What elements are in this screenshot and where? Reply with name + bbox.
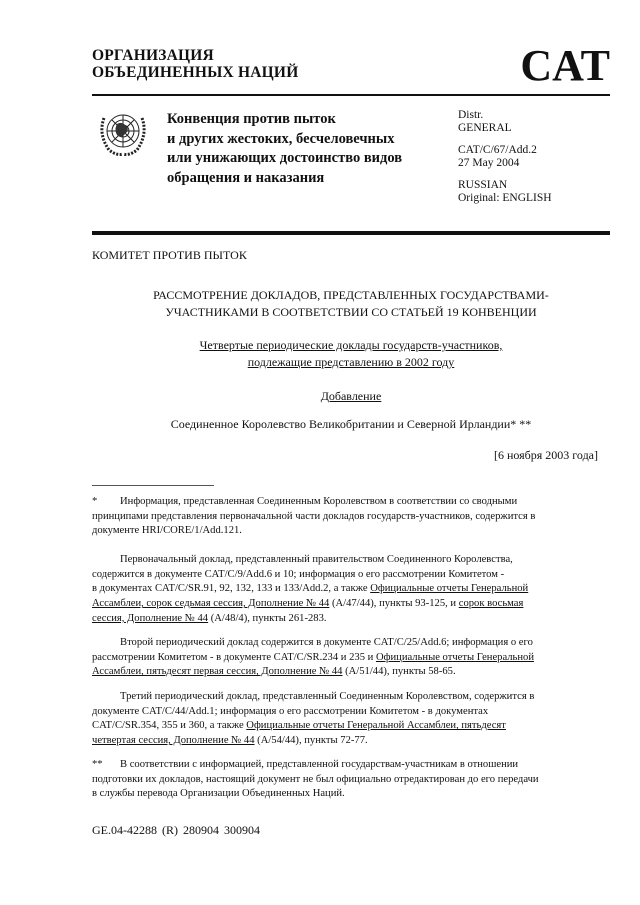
footnote-line <box>92 690 612 705</box>
distribution-value: GENERAL <box>458 122 512 134</box>
footnote-text: CAT/C/SR.354, 355 и 360, а также <box>92 720 247 732</box>
footnote-line <box>92 705 612 720</box>
footnote-line <box>92 636 612 651</box>
footnote-line <box>92 568 612 583</box>
footnote-text: рассмотрении Комитетом - в документе CAT/C/SR.234 и 235 и <box>92 651 376 663</box>
footnote-line <box>92 495 612 510</box>
footnote-line <box>92 651 612 666</box>
distribution-label: Distr. <box>458 109 484 121</box>
un-emblem-icon <box>95 104 151 160</box>
footnote-text: (A/47/44), пункты 93-125, и <box>329 598 459 610</box>
footnote-text: Информация, представленная Соединенным Королевством в соответствии со сводными <box>120 496 518 507</box>
footnote-text: (A/51/44), пункты 58-65. <box>342 666 456 678</box>
footnote-text: принципами представления первоначальной части докладов государств-участников, содержится в <box>92 510 536 522</box>
footnote-line <box>92 787 612 802</box>
footnote-text: подготовки их докладов, настоящий документ не был официально отредактирован до его передачи <box>92 773 539 785</box>
footnote-text: в службы перевода Организации Объединенных Наций. <box>92 788 345 800</box>
org-line-2: ОБЪЕДИНЕННЫХ НАЦИЙ <box>92 64 299 81</box>
document-symbol: CAT/C/67/Add.2 <box>458 144 537 156</box>
footnote-line <box>92 719 612 734</box>
document-reference: сессия, Дополнение № 44 <box>92 612 209 624</box>
committee-name: КОМИТЕТ ПРОТИВ ПЫТОК <box>92 248 247 262</box>
convention-line: или унижающих достоинство видов <box>167 150 403 166</box>
document-reference: сорок восьмая <box>458 598 524 610</box>
job-number: GE.04-42288 (R) 280904 300904 <box>92 823 260 837</box>
footnote-line <box>92 510 612 525</box>
footnote-line <box>92 773 612 788</box>
organization-name <box>92 47 298 81</box>
org-line-1: ОРГАНИЗАЦИЯ <box>92 47 214 64</box>
document-series-symbol: CAT <box>520 41 610 90</box>
country-name: Соединенное Королевство Великобритании и Северной Ирландии* ** <box>170 417 532 431</box>
footnote-text: содержится в документе CAT/C/9/Add.6 и 10; информация о его рассмотрении Комитетом - <box>92 568 505 580</box>
footnote-text: В соответствии с информацией, представленной государствам-участникам в отношении <box>120 759 519 770</box>
document-reference: Ассамблеи, пятьдесят первая сессия, Дополнение № 44 <box>92 666 343 678</box>
subheading-line: Четвертые периодические доклады государств-участников, <box>199 338 503 352</box>
subheading-line: подлежащие представлению в 2002 году <box>247 355 455 369</box>
report-date: [6 ноября 2003 года] <box>493 448 598 462</box>
footnote-text: Первоначальный доклад, представленный правительством Соединенного Королевства, <box>120 554 513 565</box>
document-reference: четвертая сессия, Дополнение № 44 <box>92 735 255 747</box>
footnote-text: (A/48/4), пункты 261-283. <box>208 612 327 624</box>
document-language: RUSSIAN <box>458 179 508 191</box>
footnote <box>92 495 612 539</box>
footnote-line <box>92 734 612 749</box>
document-date: 27 May 2004 <box>458 157 520 169</box>
footnote-line <box>92 553 612 568</box>
document-reference: Официальные отчеты Генеральной <box>375 651 534 663</box>
heading-line: РАССМОТРЕНИЕ ДОКЛАДОВ, ПРЕДСТАВЛЕННЫХ ГОСУДАРСТВАМИ- <box>153 288 549 302</box>
addendum-label: Добавление <box>320 389 382 403</box>
convention-title <box>167 110 402 188</box>
footnote-line <box>92 582 612 597</box>
footnote <box>92 636 612 680</box>
footnote-text: Второй периодический доклад содержится в документе CAT/C/25/Add.6; информация о его <box>120 637 533 648</box>
footnote-text: Третий периодический доклад, представленный Соединенным Королевством, содержится в <box>120 691 535 702</box>
footnote-line <box>92 524 612 539</box>
convention-line: и других жестоких, бесчеловечных <box>167 130 395 147</box>
footnote-line <box>92 597 612 612</box>
footnote <box>92 553 612 627</box>
footnote-text: (A/54/44), пункты 72-77. <box>254 735 368 747</box>
header-thick-rule <box>92 231 610 235</box>
footnote-line <box>92 612 612 627</box>
footnote-marker: ** <box>92 759 103 770</box>
footnote <box>92 690 612 749</box>
header-rule <box>92 94 610 96</box>
footnote-line <box>92 758 612 773</box>
document-metadata <box>458 109 552 205</box>
footnote <box>92 758 612 802</box>
footnote-text: документе CAT/C/44/Add.1; информация о его рассмотрении Комитетом - в документах <box>92 705 489 717</box>
subheading <box>92 337 610 371</box>
heading-line: УЧАСТНИКАМИ В СООТВЕТСТВИИ СО СТАТЬЕЙ 19 КОНВЕНЦИИ <box>165 305 537 319</box>
convention-line: Конвенция против пыток <box>167 111 336 127</box>
convention-line: обращения и наказания <box>167 169 325 186</box>
footnote-line <box>92 665 612 680</box>
footnote-text: документе HRI/CORE/1/Add.121. <box>92 525 242 537</box>
footnote-text: в документах CAT/C/SR.91, 92, 132, 133 и 133/Add.2, а также <box>92 583 371 595</box>
original-language: Original: ENGLISH <box>458 192 552 204</box>
document-reference: Официальные отчеты Генеральной Ассамблеи, пятьдесят <box>246 720 506 732</box>
main-heading <box>92 287 610 321</box>
document-reference: Ассамблеи, сорок седьмая сессия, Дополнение № 44 <box>92 598 330 610</box>
footnote-marker: * <box>92 496 98 507</box>
document-reference: Официальные отчеты Генеральной <box>370 583 529 595</box>
footnote-separator <box>92 485 214 486</box>
